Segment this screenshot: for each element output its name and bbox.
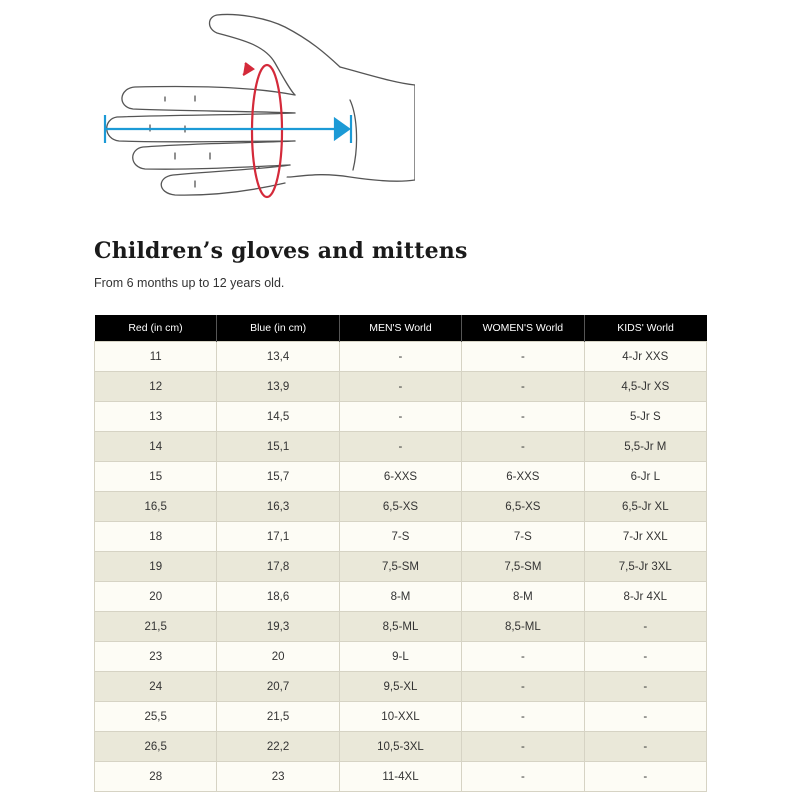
womens-cell: - <box>462 642 584 672</box>
red-cell: 16,5 <box>95 492 217 522</box>
mens-cell: 6,5-XS <box>339 492 461 522</box>
red-cell: 12 <box>95 372 217 402</box>
hand-measurement-illustration <box>95 5 415 205</box>
blue-cell: 15,7 <box>217 462 339 492</box>
table-row <box>95 642 707 672</box>
blue-cell: 13,4 <box>217 342 339 372</box>
blue-cell: 20 <box>217 642 339 672</box>
size-chart-table <box>94 315 707 792</box>
table-header-row <box>95 315 707 342</box>
womens-cell: - <box>462 372 584 402</box>
womens-cell: - <box>462 432 584 462</box>
womens-cell: 6,5-XS <box>462 492 584 522</box>
womens-cell: 8-M <box>462 582 584 612</box>
womens-cell: - <box>462 672 584 702</box>
red-cell: 15 <box>95 462 217 492</box>
table-row <box>95 372 707 402</box>
blue-cell: 18,6 <box>217 582 339 612</box>
blue-cell: 16,3 <box>217 492 339 522</box>
table-row <box>95 522 707 552</box>
kids-cell: - <box>584 612 706 642</box>
mens-cell: 7-S <box>339 522 461 552</box>
table-row <box>95 342 707 372</box>
table-row <box>95 612 707 642</box>
womens-cell: 7,5-SM <box>462 552 584 582</box>
red-cell: 14 <box>95 432 217 462</box>
womens-cell: - <box>462 402 584 432</box>
table-row <box>95 492 707 522</box>
column-header-blue: Blue (in cm) <box>217 315 339 342</box>
red-cell: 26,5 <box>95 732 217 762</box>
red-cell: 13 <box>95 402 217 432</box>
womens-cell: 8,5-ML <box>462 612 584 642</box>
kids-cell: 5,5-Jr M <box>584 432 706 462</box>
table-row <box>95 402 707 432</box>
table-row <box>95 702 707 732</box>
column-header-kids: KIDS' World <box>584 315 706 342</box>
kids-cell: - <box>584 762 706 792</box>
column-header-womens: WOMEN'S World <box>462 315 584 342</box>
womens-cell: - <box>462 732 584 762</box>
hand-outline-icon <box>107 15 415 196</box>
table-row <box>95 432 707 462</box>
blue-cell: 14,5 <box>217 402 339 432</box>
page-subtitle: From 6 months up to 12 years old. <box>94 276 285 290</box>
kids-cell: 6-Jr L <box>584 462 706 492</box>
blue-cell: 17,1 <box>217 522 339 552</box>
mens-cell: 8,5-ML <box>339 612 461 642</box>
blue-cell: 19,3 <box>217 612 339 642</box>
kids-cell: 7-Jr XXL <box>584 522 706 552</box>
red-cell: 11 <box>95 342 217 372</box>
mens-cell: - <box>339 342 461 372</box>
mens-cell: 6-XXS <box>339 462 461 492</box>
kids-cell: - <box>584 672 706 702</box>
kids-cell: 7,5-Jr 3XL <box>584 552 706 582</box>
red-cell: 25,5 <box>95 702 217 732</box>
kids-cell: - <box>584 702 706 732</box>
table-row <box>95 732 707 762</box>
mens-cell: 9-L <box>339 642 461 672</box>
blue-cell: 15,1 <box>217 432 339 462</box>
kids-cell: 8-Jr 4XL <box>584 582 706 612</box>
mens-cell: 9,5-XL <box>339 672 461 702</box>
kids-cell: - <box>584 642 706 672</box>
womens-cell: 7-S <box>462 522 584 552</box>
page-title: Children’s gloves and mittens <box>94 238 468 264</box>
blue-cell: 21,5 <box>217 702 339 732</box>
mens-cell: 7,5-SM <box>339 552 461 582</box>
blue-cell: 13,9 <box>217 372 339 402</box>
red-cell: 23 <box>95 642 217 672</box>
mens-cell: - <box>339 432 461 462</box>
womens-cell: 6-XXS <box>462 462 584 492</box>
womens-cell: - <box>462 762 584 792</box>
mens-cell: - <box>339 402 461 432</box>
column-header-mens: MEN'S World <box>339 315 461 342</box>
kids-cell: - <box>584 732 706 762</box>
blue-cell: 23 <box>217 762 339 792</box>
red-cell: 28 <box>95 762 217 792</box>
kids-cell: 4-Jr XXS <box>584 342 706 372</box>
womens-cell: - <box>462 342 584 372</box>
kids-cell: 5-Jr S <box>584 402 706 432</box>
table-row <box>95 762 707 792</box>
womens-cell: - <box>462 702 584 732</box>
blue-cell: 17,8 <box>217 552 339 582</box>
red-cell: 18 <box>95 522 217 552</box>
blue-cell: 20,7 <box>217 672 339 702</box>
mens-cell: 10-XXL <box>339 702 461 732</box>
table-row <box>95 552 707 582</box>
table-row <box>95 582 707 612</box>
mens-cell: 10,5-3XL <box>339 732 461 762</box>
red-cell: 24 <box>95 672 217 702</box>
kids-cell: 4,5-Jr XS <box>584 372 706 402</box>
mens-cell: - <box>339 372 461 402</box>
column-header-red: Red (in cm) <box>95 315 217 342</box>
red-cell: 21,5 <box>95 612 217 642</box>
red-cell: 20 <box>95 582 217 612</box>
red-cell: 19 <box>95 552 217 582</box>
blue-cell: 22,2 <box>217 732 339 762</box>
table-row <box>95 462 707 492</box>
mens-cell: 11-4XL <box>339 762 461 792</box>
kids-cell: 6,5-Jr XL <box>584 492 706 522</box>
table-row <box>95 672 707 702</box>
mens-cell: 8-M <box>339 582 461 612</box>
